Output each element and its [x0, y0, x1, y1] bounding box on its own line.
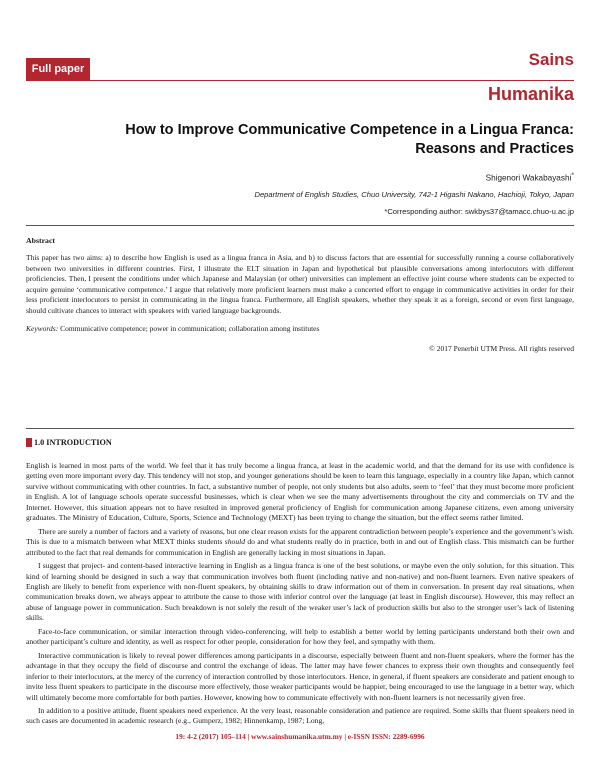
- corresponding-author: *Corresponding author: swkbys37@tamacc.chuo-u.ac.jp: [384, 207, 574, 216]
- paragraph-2-part1: There are surely a number of factors and a variety of reasons, but one clear reason exists for the apparent contradiction between people’s experience and the government’s wish. This is due to a mismatch between what MEXT thinks students: [26, 526, 574, 547]
- keywords-label: Keywords:: [26, 324, 59, 333]
- paragraph-3: I suggest that project- and content-based interactive learning in English as a lingua franca is one of the best solutions, or maybe even the only solution, for this situation. This kind of learning should be designed in such a way that communication involves both fluent (including native and non-native) and non-fluent learners. Even native speakers of English are likely to benefit from experience with non-fluent speakers, by obtaining skills to draw information out of them in conversation. In present day real situations, when communication breaks down, we always appear to attribute the cause to those with inferior control over the language (at least in English discourse). However, this may reflect an abuse of language power in communication. Such breakdown is not solely the result of the weaker user’s lack of production skills but also to the stronger user’s lack of listening skills.: [26, 561, 574, 623]
- paper-title-line1: How to Improve Communicative Competence in a Lingua Franca:: [125, 122, 574, 138]
- paragraph-4: Face-to-face communication, or similar interaction through video-conferencing, will help to establish a better world by letting participants understand both their own and another participant’s culture and identity, as well as respect for other people, consideration for how they feel, and sympathy with them.: [26, 626, 574, 647]
- author-name-text: Shigenori Wakabayashi: [485, 173, 572, 183]
- author-affiliation: Department of English Studies, Chuo University, 742-1 Higashi Nakano, Hachioji, Tokyo, Japan: [254, 190, 574, 199]
- header-divider: [26, 80, 574, 81]
- paragraph-2-emphasis: should: [224, 537, 246, 547]
- abstract-top-rule: [26, 225, 574, 226]
- paper-title-line2: Reasons and Practices: [415, 141, 574, 157]
- body-text: [26, 461, 574, 730]
- journal-name-line2: Humanika: [487, 84, 574, 104]
- abstract-bottom-rule: [26, 428, 574, 429]
- section-heading: [26, 438, 112, 447]
- section-heading-text: 1.0 INTRODUCTION: [34, 438, 112, 447]
- abstract-text: This paper has two aims: a) to describe how English is used as a lingua franca in Asia, and b) to discuss factors that are essential for successfully running a course collaboratively between two universities in different countries. First, I illustrate the ELT situation in Japan and hypothetical but plausible conversations among interlocutors with different proficiencies. Then, I present the conditions under which Japanese and Malaysian (or other) universities can implement an effective joint course where students can be expected to acquire genuine ‘communicative competence.’ I argue that relatively more proficient learners must make a concerted effort to engage in communicative activities in order for their less proficient interlocutors to persist in communicating in the lingua franca. Furthermore, all English speakers, whether they speak it as a foreign, second or even first language, should cultivate chances to interact with speakers with varied language backgrounds.: [26, 253, 574, 315]
- paragraph-6: In addition to a positive attitude, fluent speakers need experience. At the very least, reasonable consideration and patience are required. Some skills that fluent speakers need in such cases are documented in academic research (e.g., Gumperz, 1982; Hinnenkamp, 1987; Long,: [26, 705, 574, 726]
- paragraph-1: English is learned in most parts of the world. We feel that it has truly become a lingua franca, at least in the academic world, and that the demand for its use with confidence is getting even more important every day. This tendency will not stop, and younger generations should be keen to learn this language, especially in a country like Japan, which cannot survive without communicating with other countries. In fact, a substantive number of people, not only students but also adults, seem to ‘feel’ that they must become more proficient in English. A lot of language schools operate successful businesses, which is clear when we see the many advertisements throughout the city and commercials on TV and the Internet. However, this situation appears not to have resulted in improved general proficiency of English for communication among Japanese citizens, even among university graduates. The Ministry of Education, Culture, Sports, Science and Technology (MEXT) has been trying to change the situation, but the effect seems rather limited.: [26, 461, 574, 523]
- author-marker: *: [571, 172, 574, 179]
- author-name: [486, 172, 574, 183]
- copyright-notice: © 2017 Penerbit UTM Press. All rights reserved: [429, 344, 574, 353]
- abstract-heading: Abstract: [26, 236, 56, 245]
- keywords-text: Communicative competence; power in communication; collaboration among institutes: [60, 324, 320, 333]
- paragraph-5: Interactive communication is likely to reveal power differences among participants in a discourse, especially between fluent and non-fluent speakers, where the former has the advantage in that they occupy the field of discourse and control the exchange of ideas. The latter may have fewer chances to express their own thoughts and consequently feel inferior to their interlocutors, at the mercy of the currency of interaction controlled by those interlocutors. Hence, in general, if fluent speakers are considerate and patient enough to invite less fluent speakers to participate in the discourse more effectively, those weaker participants would be happier, being encouraged to use the language in a better way, which will ultimately become more comfortable for both parties. However, knowing how to communicate effectively with non-fluent learners is not necessarily given free.: [26, 650, 574, 702]
- paragraph-2-part2: do and what students really do in practice, both in and out of English class. This mismatch can be further attributed to the fact that real demands for communication in English are generally lacking in most situations in Japan.: [26, 537, 574, 557]
- journal-name-line1: Sains: [528, 50, 574, 69]
- section-marker-icon: [26, 438, 32, 447]
- paragraph-2: [26, 527, 574, 558]
- page-footer: 19: 4-2 (2017) 105–114 | www.sainshumanika.utm.my | e-ISSN ISSN: 2289-6996: [175, 732, 425, 741]
- keywords: [26, 324, 574, 333]
- full-paper-label: Full paper: [26, 58, 90, 80]
